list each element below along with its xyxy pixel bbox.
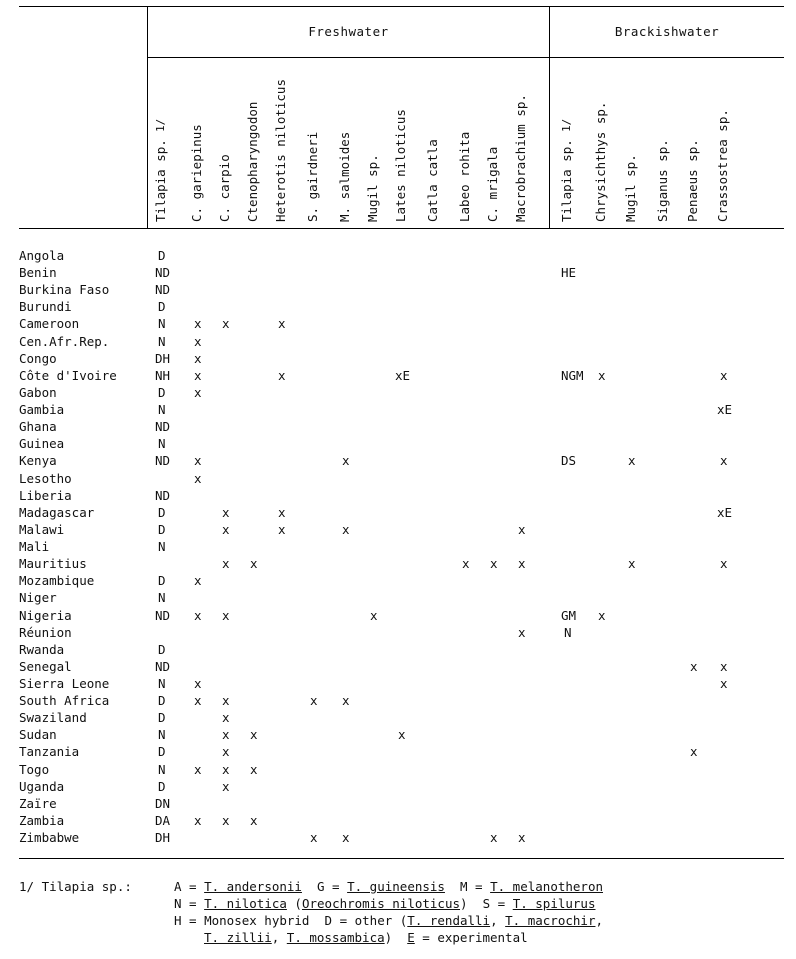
table-cell: N	[158, 676, 166, 691]
group-freshwater: Freshwater	[308, 24, 389, 39]
footnote-segment: T. melanotheron	[490, 879, 603, 894]
table-cell: ND	[155, 487, 171, 503]
stub-divider	[147, 6, 148, 229]
table-cell: xE	[717, 402, 733, 418]
footnote-mark-freshwater: 1/	[154, 118, 167, 132]
footnote-segment: (	[286, 896, 302, 911]
column-header-11: C. mrigala	[485, 146, 500, 222]
row-country: Cameroon	[19, 316, 80, 332]
table-cell: x	[462, 556, 470, 572]
table-cell: x	[194, 812, 202, 828]
table-cell: x	[194, 573, 202, 589]
table-cell: x	[310, 693, 318, 709]
table-cell: x	[720, 556, 728, 572]
table-cell: x	[518, 556, 526, 572]
table-cell: x	[194, 676, 202, 691]
table-cell: D	[158, 641, 166, 657]
table-cell: DH	[155, 350, 171, 366]
column-header-0: Tilapia sp.	[153, 139, 168, 222]
row-country: Liberia	[19, 487, 72, 503]
table-cell: x	[342, 453, 350, 469]
table-cell: x	[518, 521, 526, 537]
table-cell: x	[194, 384, 202, 400]
footnote-segment: T. macrochir	[505, 913, 596, 928]
footnote-segment: T. guineensis	[347, 879, 445, 894]
row-country: Burkina Faso	[19, 282, 110, 298]
table-cell: x	[720, 658, 728, 674]
table-cell: ND	[155, 453, 171, 469]
column-header-4: Heterotis niloticus	[273, 79, 288, 222]
footnote-segment: T. nilotica	[204, 896, 287, 911]
table-cell: x	[222, 607, 230, 623]
table-cell: x	[628, 453, 636, 469]
table-cell: x	[222, 693, 230, 709]
footnote-segment: E	[407, 930, 415, 945]
column-header-2: C. carpio	[217, 154, 232, 222]
table-cell: D	[158, 384, 166, 400]
row-country: Senegal	[19, 658, 72, 674]
table-cell: x	[194, 453, 202, 469]
table-cell: x	[720, 367, 728, 383]
table-cell: D	[158, 573, 166, 589]
table-cell: ND	[155, 607, 171, 623]
row-country: Madagascar	[19, 504, 95, 520]
table-cell: x	[222, 727, 230, 743]
footnote-segment: ,	[595, 913, 603, 928]
footnote-segment: )	[384, 930, 408, 945]
row-country: Guinea	[19, 436, 65, 452]
column-header-3: Ctenopharyngodon	[245, 101, 260, 222]
row-country: Tanzania	[19, 744, 80, 760]
footnote-segment: G =	[301, 879, 348, 894]
table-cell: xE	[717, 504, 733, 520]
table-cell: x	[490, 830, 498, 846]
table-cell: N	[158, 590, 166, 606]
table-cell: x	[222, 812, 230, 828]
table-cell: x	[690, 744, 698, 760]
row-country: Mozambique	[19, 573, 95, 589]
footnote-label: 1/ Tilapia sp.:	[19, 879, 132, 894]
table-cell: x	[278, 504, 286, 520]
table-cell: x	[222, 744, 230, 760]
row-country: Zambia	[19, 812, 65, 828]
row-country: Congo	[19, 350, 57, 366]
footnote-segment: H = Monosex hybrid D = other (	[174, 913, 408, 928]
table-cell: D	[158, 299, 166, 315]
table-cell: x	[194, 761, 202, 777]
table-cell: x	[278, 521, 286, 537]
column-header-14: Chrysichthys sp.	[593, 101, 608, 222]
table-cell: x	[250, 727, 258, 743]
row-country: Cen.Afr.Rep.	[19, 333, 110, 349]
column-header-10: Labeo rohita	[457, 131, 472, 222]
table-cell: N	[158, 333, 166, 349]
table-cell: x	[194, 350, 202, 366]
footnote-segment: A =	[174, 879, 205, 894]
table-cell: D	[158, 248, 166, 263]
footnote-line-3	[174, 913, 603, 928]
table-cell: x	[222, 778, 230, 794]
table-cell: ND	[155, 419, 171, 435]
row-country: Swaziland	[19, 710, 87, 726]
table-cell: x	[720, 676, 728, 691]
table-cell: x	[194, 333, 202, 349]
column-header-1: C. gariepinus	[189, 124, 204, 222]
table-cell: x	[222, 504, 230, 520]
row-country: South Africa	[19, 693, 110, 709]
top-rule	[19, 6, 784, 7]
row-country: Lesotho	[19, 470, 72, 486]
table-cell: x	[222, 521, 230, 537]
table-cell: ND	[155, 265, 171, 281]
table-cell: x	[222, 316, 230, 332]
table-cell: N	[158, 539, 166, 555]
column-header-18: Crassostrea sp.	[715, 109, 730, 222]
footnote-segment: T. andersonii	[204, 879, 302, 894]
table-cell: x	[398, 727, 406, 743]
column-header-5: S. gairdneri	[305, 131, 320, 222]
footnote-segment: ,	[490, 913, 506, 928]
footnote-line-1	[174, 879, 603, 894]
header-bottom-rule	[19, 228, 784, 229]
table-cell: x	[194, 693, 202, 709]
table-cell: x	[690, 658, 698, 674]
table-cell: D	[158, 744, 166, 760]
footnote-line-4	[204, 930, 528, 945]
column-header-7: Mugil sp.	[365, 154, 380, 222]
table-cell: x	[342, 830, 350, 846]
footnote-segment: T. rendalli	[407, 913, 491, 928]
table-cell: x	[222, 556, 230, 572]
footnote-segment: N =	[174, 896, 205, 911]
table-cell: D	[158, 710, 166, 726]
table-cell: GM	[561, 607, 577, 623]
row-country: Niger	[19, 590, 57, 606]
table-cell: N	[158, 402, 166, 418]
column-header-17: Penaeus sp.	[685, 139, 700, 222]
table-cell: x	[194, 367, 202, 383]
column-header-9: Catla catla	[425, 139, 440, 222]
table-cell: x	[490, 556, 498, 572]
table-cell: xE	[395, 367, 411, 383]
table-cell: DS	[561, 453, 577, 469]
table-cell: NH	[155, 367, 171, 383]
table-cell: x	[370, 607, 378, 623]
table-cell: N	[158, 727, 166, 743]
table-cell: x	[250, 812, 258, 828]
table-cell: N	[158, 436, 166, 452]
row-country: Réunion	[19, 624, 72, 640]
row-country: Burundi	[19, 299, 72, 315]
column-header-16: Siganus sp.	[655, 139, 670, 222]
table-cell: HE	[561, 265, 577, 281]
table-cell: x	[278, 367, 286, 383]
footnote-segment: Oreochromis niloticus	[301, 896, 461, 911]
footnote-segment: ,	[271, 930, 287, 945]
row-country: Mali	[19, 539, 50, 555]
row-country: Angola	[19, 248, 65, 263]
table-cell: DA	[155, 812, 171, 828]
table-cell: D	[158, 778, 166, 794]
table-cell: x	[342, 521, 350, 537]
table-cell: x	[310, 830, 318, 846]
footnote-segment: T. spilurus	[512, 896, 596, 911]
column-header-6: M. salmoides	[337, 131, 352, 222]
table-cell: D	[158, 693, 166, 709]
table-cell: NGM	[561, 367, 584, 383]
footnote-segment: = experimental	[414, 930, 528, 945]
footnote-segment: M =	[444, 879, 491, 894]
table-cell: ND	[155, 658, 171, 674]
group-rule	[147, 57, 784, 58]
table-cell: x	[278, 316, 286, 332]
row-country: Rwanda	[19, 641, 65, 657]
row-country: Kenya	[19, 453, 57, 469]
row-country: Uganda	[19, 778, 65, 794]
row-country: Gabon	[19, 384, 57, 400]
table-cell: N	[158, 316, 166, 332]
group-divider	[549, 6, 550, 229]
table-cell: x	[222, 710, 230, 726]
footnote-segment: T. mossambica	[286, 930, 385, 945]
table-cell: x	[720, 453, 728, 469]
row-country: Zaïre	[19, 795, 57, 811]
footnote-line-2	[174, 896, 596, 911]
table-cell: N	[564, 624, 572, 640]
row-country: Togo	[19, 761, 50, 777]
column-header-15: Mugil sp.	[623, 154, 638, 222]
table-cell: x	[222, 761, 230, 777]
column-header-12: Macrobrachium sp.	[513, 94, 528, 222]
footnote-mark-brackish: 1/	[560, 118, 573, 132]
row-country: Gambia	[19, 402, 65, 418]
row-country: Côte d'Ivoire	[19, 367, 117, 383]
row-country: Ghana	[19, 419, 57, 435]
row-country: Zimbabwe	[19, 830, 80, 846]
column-header-8: Lates niloticus	[393, 109, 408, 222]
table-cell: x	[194, 607, 202, 623]
table-cell: x	[342, 693, 350, 709]
table-cell: DH	[155, 830, 171, 846]
table-cell: x	[598, 607, 606, 623]
footnote-segment: T. zillii	[204, 930, 272, 945]
table-cell: x	[518, 830, 526, 846]
table-cell: x	[194, 316, 202, 332]
table-cell: x	[598, 367, 606, 383]
row-country: Nigeria	[19, 607, 72, 623]
row-country: Malawi	[19, 521, 65, 537]
row-country: Benin	[19, 265, 57, 281]
table-cell: x	[628, 556, 636, 572]
footnote-segment: ) S =	[460, 896, 513, 911]
table-cell: D	[158, 504, 166, 520]
table-cell: x	[250, 556, 258, 572]
table-cell: ND	[155, 282, 171, 298]
table-bottom-rule	[19, 858, 784, 859]
table-cell: D	[158, 521, 166, 537]
table-cell: x	[250, 761, 258, 777]
row-country: Mauritius	[19, 556, 87, 572]
table-cell: N	[158, 761, 166, 777]
row-country: Sudan	[19, 727, 57, 743]
column-header-13: Tilapia sp.	[559, 139, 574, 222]
table-cell: x	[518, 624, 526, 640]
group-brackishwater: Brackishwater	[614, 24, 720, 39]
table-cell: DN	[155, 795, 171, 811]
row-country: Sierra Leone	[19, 676, 110, 691]
table-cell: x	[194, 470, 202, 486]
